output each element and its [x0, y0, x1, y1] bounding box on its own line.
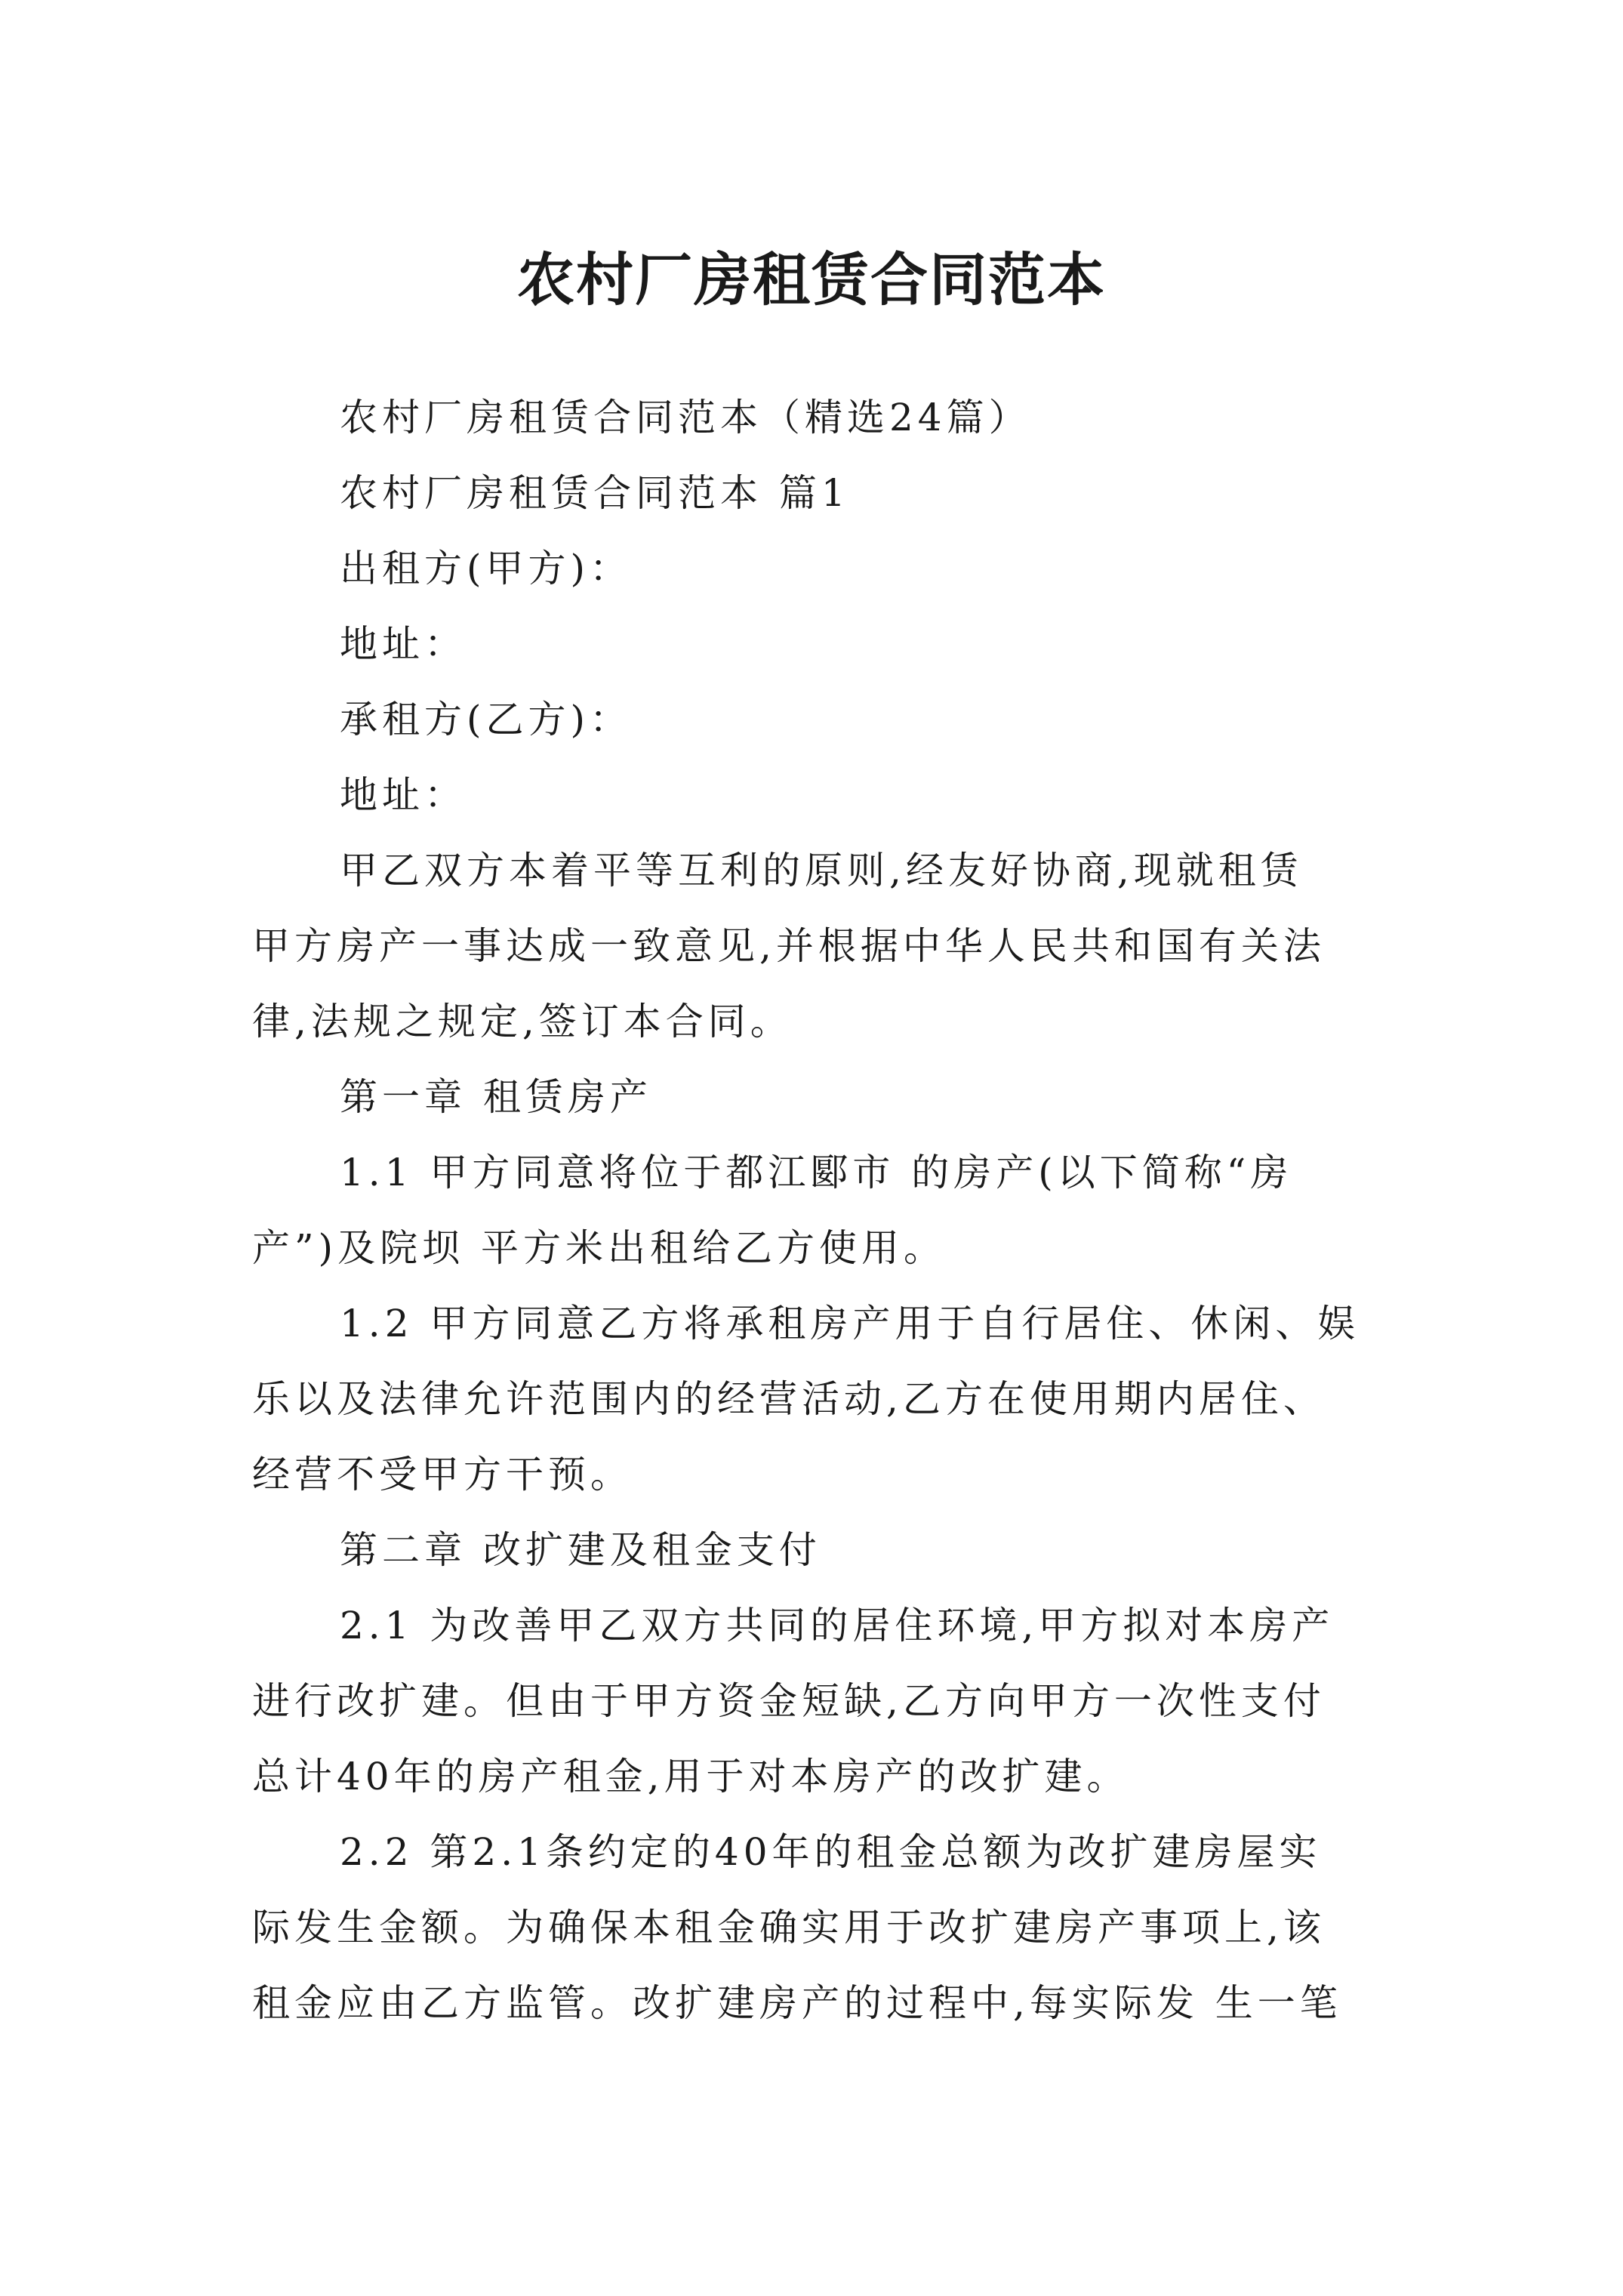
- paragraph-line: 总计40年的房产租金,用于对本房产的改扩建。: [252, 1755, 1129, 1798]
- chapter-heading: 第二章 改扩建及租金支付: [340, 1528, 821, 1572]
- paragraph-line: 地址：: [340, 622, 467, 666]
- paragraph-line: 出租方(甲方)：: [340, 547, 633, 590]
- paragraph-line: 农村厂房租赁合同范本（精选24篇）: [340, 396, 1031, 439]
- paragraph-line: 1.1 甲方同意将位于都江郾市 的房产(以下简称“房: [340, 1151, 1293, 1194]
- chapter-heading: 第一章 租赁房产: [340, 1075, 652, 1119]
- document-title: 农村厂房租赁合同范本: [517, 245, 1106, 313]
- paragraph-line: 2.2 第2.1条约定的40年的租金总额为改扩建房屋实: [340, 1830, 1322, 1874]
- paragraph-line: 租金应由乙方监管。改扩建房产的过程中,每实际发 生一笔: [252, 1981, 1342, 2025]
- paragraph-line: 1.2 甲方同意乙方将承租房产用于自行居住、休闲、娱: [340, 1302, 1360, 1345]
- document-body: [252, 380, 1384, 2041]
- paragraph-line: 甲方房产一事达成一致意见,并根据中华人民共和国有关法: [252, 924, 1326, 968]
- paragraph-line: 产”)及院坝 平方米出租给乙方使用。: [252, 1226, 946, 1270]
- paragraph-line: 甲乙双方本着平等互利的原则,经友好协商,现就租赁: [340, 849, 1303, 892]
- paragraph-line: 承租方(乙方)：: [340, 698, 633, 741]
- paragraph-line: 农村厂房租赁合同范本 篇1: [340, 471, 850, 515]
- paragraph-line: 律,法规之规定,签订本合同。: [252, 1000, 793, 1043]
- paragraph-line: 际发生金额。为确保本租金确实用于改扩建房产事项上,该: [252, 1906, 1326, 1949]
- paragraph-line: 地址：: [340, 773, 467, 817]
- paragraph-line: 经营不受甲方干预。: [252, 1453, 633, 1496]
- paragraph-line: 乐以及法律允许范围内的经营活动,乙方在使用期内居住、: [252, 1377, 1326, 1421]
- paragraph-line: 2.1 为改善甲乙双方共同的居住环境,甲方拟对本房产: [340, 1604, 1335, 1647]
- paragraph-line: 进行改扩建。但由于甲方资金短缺,乙方向甲方一次性支付: [252, 1679, 1326, 1723]
